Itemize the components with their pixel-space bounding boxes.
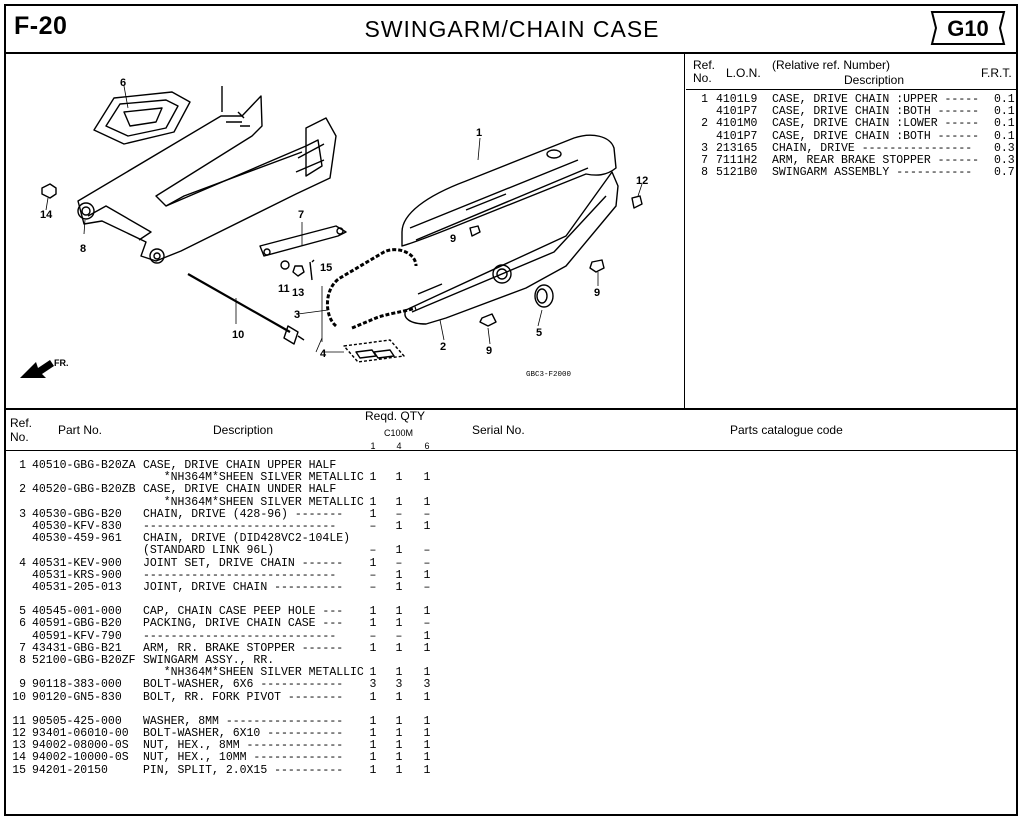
qty-cell: 1 bbox=[423, 666, 431, 680]
qty-cell: 1 bbox=[369, 471, 377, 485]
part-no-cell: 40591-KFV-790 bbox=[32, 629, 122, 643]
qty-cell: 1 bbox=[395, 666, 403, 680]
description-cell: ---------------------------- bbox=[143, 520, 337, 533]
hardware-icon bbox=[281, 260, 314, 280]
ref-cell: 14 bbox=[12, 751, 26, 765]
description-cell: ---------------------------- bbox=[143, 629, 337, 643]
qty-cell: 1 bbox=[423, 690, 431, 704]
bolt-washer-icon bbox=[470, 196, 642, 326]
qty-cell: 1 bbox=[395, 495, 403, 509]
part-no-cell: 40591-GBG-B20 bbox=[32, 617, 122, 631]
callout-12: 12 bbox=[636, 175, 649, 187]
qty-cell: 3 bbox=[395, 678, 403, 692]
front-arrow-icon bbox=[20, 360, 54, 378]
ref-cell: 3 bbox=[19, 507, 26, 521]
description-header: Description bbox=[844, 73, 905, 87]
ref-no-header: No. bbox=[693, 71, 712, 85]
part-no-cell: 90505-425-000 bbox=[32, 714, 122, 728]
lon-cell: 4101M0 bbox=[716, 117, 758, 131]
qty-cell: – bbox=[395, 507, 403, 521]
description-cell: BOLT-WASHER, 6X6 ------------ bbox=[143, 678, 344, 692]
qty-cell: 1 bbox=[369, 617, 377, 631]
qty-cell: 1 bbox=[369, 605, 377, 619]
qty-cell: – bbox=[423, 507, 431, 521]
description-cell: WASHER, 8MM ----------------- bbox=[143, 714, 344, 728]
lon-cell: 213165 bbox=[716, 141, 758, 155]
reqd-qty-header: Reqd. QTY bbox=[365, 409, 426, 423]
qty-cell: 1 bbox=[369, 727, 377, 740]
description-cell: JOINT SET, DRIVE CHAIN ------ bbox=[143, 556, 344, 570]
parts-ref-header: Ref. bbox=[10, 416, 33, 430]
part-no-cell: 40531-KRS-900 bbox=[32, 568, 122, 582]
header-divider bbox=[4, 52, 1018, 54]
qty-cell: 1 bbox=[369, 556, 377, 570]
lon-cell: 4101P7 bbox=[716, 129, 758, 143]
qty-cell: 1 bbox=[395, 739, 403, 753]
qty-cell: 1 bbox=[369, 666, 377, 680]
front-label: FR. bbox=[54, 358, 69, 368]
description-cell: PACKING, DRIVE CHAIN CASE --- bbox=[143, 617, 344, 631]
callout-14: 14 bbox=[40, 209, 53, 221]
frt-cell: 0.1 bbox=[994, 117, 1015, 131]
frt-cell: 0.3 bbox=[994, 154, 1015, 167]
qty-cell: 1 bbox=[423, 605, 431, 619]
frt-cell: 0.3 bbox=[994, 141, 1015, 155]
group-badge bbox=[928, 10, 1008, 46]
qty-cell: 1 bbox=[423, 495, 431, 509]
ref-cell: 2 bbox=[19, 483, 26, 497]
part-no-cell: 90118-383-000 bbox=[32, 678, 122, 692]
qty-cell: 1 bbox=[423, 714, 431, 728]
description-cell: JOINT, DRIVE CHAIN ---------- bbox=[143, 581, 344, 594]
lon-cell: 7111H2 bbox=[716, 154, 758, 167]
description-cell: ARM, REAR BRAKE STOPPER ------ bbox=[772, 154, 980, 167]
qty-cell: 1 bbox=[423, 471, 431, 485]
description-cell: CASE, DRIVE CHAIN :UPPER ----- bbox=[772, 93, 980, 106]
ref-cell: 11 bbox=[12, 714, 26, 728]
callout-7: 7 bbox=[298, 209, 305, 221]
callout-6: 6 bbox=[120, 77, 127, 89]
part-no-cell: 40510-GBG-B20ZA bbox=[32, 459, 136, 472]
ref-cell: 7 bbox=[701, 154, 708, 167]
catalogue-header: Parts catalogue code bbox=[730, 423, 843, 437]
qty-cell: 1 bbox=[423, 751, 431, 765]
ref-header: Ref. bbox=[693, 58, 716, 72]
ref-cell: 3 bbox=[701, 141, 708, 155]
qty-cell: 1 bbox=[423, 641, 431, 655]
ref-cell: 15 bbox=[12, 763, 26, 777]
qty-cell: – bbox=[369, 629, 377, 643]
ref-cell: 1 bbox=[701, 93, 708, 106]
frt-cell: 0.1 bbox=[994, 105, 1015, 119]
qty-cell: 1 bbox=[395, 617, 403, 631]
upper-chain-case-icon bbox=[402, 135, 616, 246]
qty-cell: 1 bbox=[395, 751, 403, 765]
description-cell: NUT, HEX., 10MM ------------- bbox=[143, 751, 344, 765]
diagram-divider bbox=[684, 53, 685, 409]
ref-cell: 2 bbox=[701, 117, 708, 131]
part-no-cell: 94002-10000-0S bbox=[32, 751, 129, 765]
callout-15: 15 bbox=[320, 262, 333, 274]
part-no-cell: 93401-06010-00 bbox=[32, 727, 129, 740]
parts-no-header: No. bbox=[10, 430, 29, 444]
qty-cell: 1 bbox=[395, 520, 403, 533]
frt-cell: 0.1 bbox=[994, 93, 1015, 106]
model-header: C100M bbox=[384, 428, 414, 438]
ref-cell: 13 bbox=[12, 739, 26, 753]
callout-13: 13 bbox=[292, 287, 305, 299]
description-cell: CASE, DRIVE CHAIN :BOTH ------ bbox=[772, 105, 980, 119]
qty-col-1: 1 bbox=[370, 441, 376, 451]
callout-2: 2 bbox=[440, 341, 447, 353]
qty-cell: – bbox=[423, 581, 431, 594]
qty-cell: – bbox=[423, 544, 431, 558]
qty-cell: 1 bbox=[369, 751, 377, 765]
qty-cell: 1 bbox=[395, 544, 403, 558]
frt-cell: 0.7 bbox=[994, 166, 1015, 180]
qty-cell: 1 bbox=[423, 520, 431, 533]
ref-cell: 6 bbox=[19, 617, 26, 631]
description-cell: CHAIN, DRIVE (428-96) ------- bbox=[143, 507, 344, 521]
callout-9a: 9 bbox=[450, 233, 457, 245]
callout-8: 8 bbox=[80, 243, 87, 255]
qty-cell: 1 bbox=[423, 568, 431, 582]
ref-cell: 12 bbox=[12, 727, 26, 740]
qty-cell: – bbox=[369, 544, 377, 558]
description-cell: CHAIN, DRIVE (DID428VC2-104LE) bbox=[143, 532, 351, 546]
part-no-cell: 40545-001-000 bbox=[32, 605, 122, 619]
description-cell: *NH364M*SHEEN SILVER METALLIC bbox=[143, 666, 364, 680]
frt-cell: 0.1 bbox=[994, 129, 1015, 143]
qty-cell: 1 bbox=[395, 727, 403, 740]
description-cell: CAP, CHAIN CASE PEEP HOLE --- bbox=[143, 605, 344, 619]
callout-9c: 9 bbox=[594, 287, 601, 299]
part-no-cell: 40531-KEV-900 bbox=[32, 556, 122, 570]
qty-cell: 1 bbox=[423, 727, 431, 740]
lon-cell: 4101P7 bbox=[716, 105, 758, 119]
qty-cell: – bbox=[423, 617, 431, 631]
description-cell: BOLT-WASHER, 6X10 ----------- bbox=[143, 727, 344, 740]
qty-cell: 1 bbox=[395, 641, 403, 655]
peep-hole-cap-icon bbox=[535, 285, 553, 307]
qty-col-2: 4 bbox=[396, 441, 402, 451]
diagram-code: GBC3-F2000 bbox=[526, 371, 572, 379]
part-no-header: Part No. bbox=[58, 423, 103, 437]
relative-header: (Relative ref. Number) bbox=[772, 58, 891, 72]
qty-cell: – bbox=[395, 556, 403, 570]
ref-cell: 9 bbox=[19, 678, 26, 692]
description-cell: CASE, DRIVE CHAIN :LOWER ----- bbox=[772, 117, 980, 131]
qty-cell: 1 bbox=[423, 763, 431, 777]
brake-arm-icon bbox=[260, 226, 346, 256]
ref-cell: 5 bbox=[19, 605, 26, 619]
qty-col-3: 6 bbox=[424, 441, 430, 451]
qty-cell: 1 bbox=[423, 629, 431, 643]
callout-11: 11 bbox=[278, 283, 290, 295]
ref-cell: 4 bbox=[19, 556, 26, 570]
qty-cell: 1 bbox=[395, 763, 403, 777]
joint-set-icon bbox=[344, 340, 404, 362]
callout-10: 10 bbox=[232, 329, 245, 341]
description-cell: PIN, SPLIT, 2.0X15 ---------- bbox=[143, 763, 344, 777]
qty-cell: 3 bbox=[423, 678, 431, 692]
swingarm-diagram-svg bbox=[6, 56, 684, 406]
ref-cell: 7 bbox=[19, 641, 26, 655]
part-no-cell: 40530-KFV-830 bbox=[32, 520, 122, 533]
callout-9b: 9 bbox=[486, 345, 493, 357]
description-cell: CASE, DRIVE CHAIN UNDER HALF bbox=[143, 483, 337, 497]
qty-cell: – bbox=[395, 629, 403, 643]
ref-header-divider bbox=[686, 89, 1016, 90]
qty-cell: – bbox=[369, 568, 377, 582]
parts-description-header: Description bbox=[213, 423, 274, 437]
qty-cell: 3 bbox=[369, 678, 377, 692]
page-code: F-20 bbox=[14, 12, 68, 40]
frt-header: F.R.T. bbox=[981, 66, 1012, 80]
description-cell: SWINGARM ASSEMBLY ----------- bbox=[772, 166, 973, 180]
ref-cell: 1 bbox=[19, 459, 26, 472]
qty-cell: – bbox=[423, 556, 431, 570]
part-no-cell: 40530-459-961 bbox=[32, 532, 122, 546]
description-cell: BOLT, RR. FORK PIVOT -------- bbox=[143, 690, 344, 704]
part-no-cell: 94201-20150 bbox=[32, 763, 108, 777]
description-cell: CASE, DRIVE CHAIN :BOTH ------ bbox=[772, 129, 980, 143]
callout-5: 5 bbox=[536, 327, 543, 339]
packing-icon bbox=[94, 92, 190, 144]
description-cell: (STANDARD LINK 96L) bbox=[143, 544, 275, 558]
qty-cell: 1 bbox=[395, 471, 403, 485]
lon-cell: 5121B0 bbox=[716, 166, 758, 180]
description-cell: CHAIN, DRIVE ---------------- bbox=[772, 141, 973, 155]
qty-cell: 1 bbox=[395, 605, 403, 619]
part-no-cell: 52100-GBG-B20ZF bbox=[32, 654, 136, 667]
part-no-cell: 90120-GN5-830 bbox=[32, 690, 122, 704]
qty-cell: 1 bbox=[369, 714, 377, 728]
qty-cell: 1 bbox=[369, 641, 377, 655]
drive-chain-icon bbox=[327, 250, 416, 328]
lower-chain-case-icon bbox=[405, 172, 618, 324]
callout-3: 3 bbox=[294, 309, 301, 321]
page-title: SWINGARM/CHAIN CASE bbox=[364, 16, 660, 42]
section-divider bbox=[4, 408, 1018, 410]
lon-cell: 4101L9 bbox=[716, 93, 758, 106]
qty-cell: 1 bbox=[369, 763, 377, 777]
ref-cell: 8 bbox=[19, 654, 26, 667]
part-no-cell: 40530-GBG-B20 bbox=[32, 507, 122, 521]
ref-cell: 8 bbox=[701, 166, 708, 180]
qty-cell: 1 bbox=[369, 507, 377, 521]
description-cell: SWINGARM ASSY., RR. bbox=[143, 654, 275, 667]
description-cell: *NH364M*SHEEN SILVER METALLIC bbox=[143, 495, 364, 509]
part-no-cell: 43431-GBG-B21 bbox=[32, 641, 122, 655]
qty-cell: 1 bbox=[369, 739, 377, 753]
lon-header: L.O.N. bbox=[726, 66, 761, 80]
ref-cell: 10 bbox=[12, 690, 26, 704]
description-cell: ARM, RR. BRAKE STOPPER ------ bbox=[143, 641, 344, 655]
qty-cell: 1 bbox=[395, 714, 403, 728]
description-cell: NUT, HEX., 8MM -------------- bbox=[143, 739, 344, 753]
exploded-diagram bbox=[6, 56, 684, 406]
qty-cell: 1 bbox=[395, 568, 403, 582]
qty-cell: – bbox=[369, 581, 377, 594]
qty-cell: 1 bbox=[395, 690, 403, 704]
qty-cell: 1 bbox=[423, 739, 431, 753]
callout-1: 1 bbox=[476, 127, 483, 139]
callout-4: 4 bbox=[320, 348, 327, 360]
part-no-cell: 40531-205-013 bbox=[32, 581, 122, 594]
qty-cell: 1 bbox=[369, 690, 377, 704]
part-no-cell: 40520-GBG-B20ZB bbox=[32, 483, 136, 497]
serial-header: Serial No. bbox=[472, 423, 525, 437]
part-no-cell: 94002-08000-0S bbox=[32, 739, 129, 753]
qty-cell: – bbox=[369, 520, 377, 533]
qty-cell: 1 bbox=[395, 581, 403, 594]
description-cell: ---------------------------- bbox=[143, 568, 337, 582]
parts-header-divider bbox=[4, 450, 1018, 451]
description-cell: CASE, DRIVE CHAIN UPPER HALF bbox=[143, 459, 337, 472]
badge-label: G10 bbox=[947, 16, 989, 41]
description-cell: *NH364M*SHEEN SILVER METALLIC bbox=[143, 471, 364, 485]
nut-14-icon bbox=[42, 184, 56, 198]
qty-cell: 1 bbox=[369, 495, 377, 509]
